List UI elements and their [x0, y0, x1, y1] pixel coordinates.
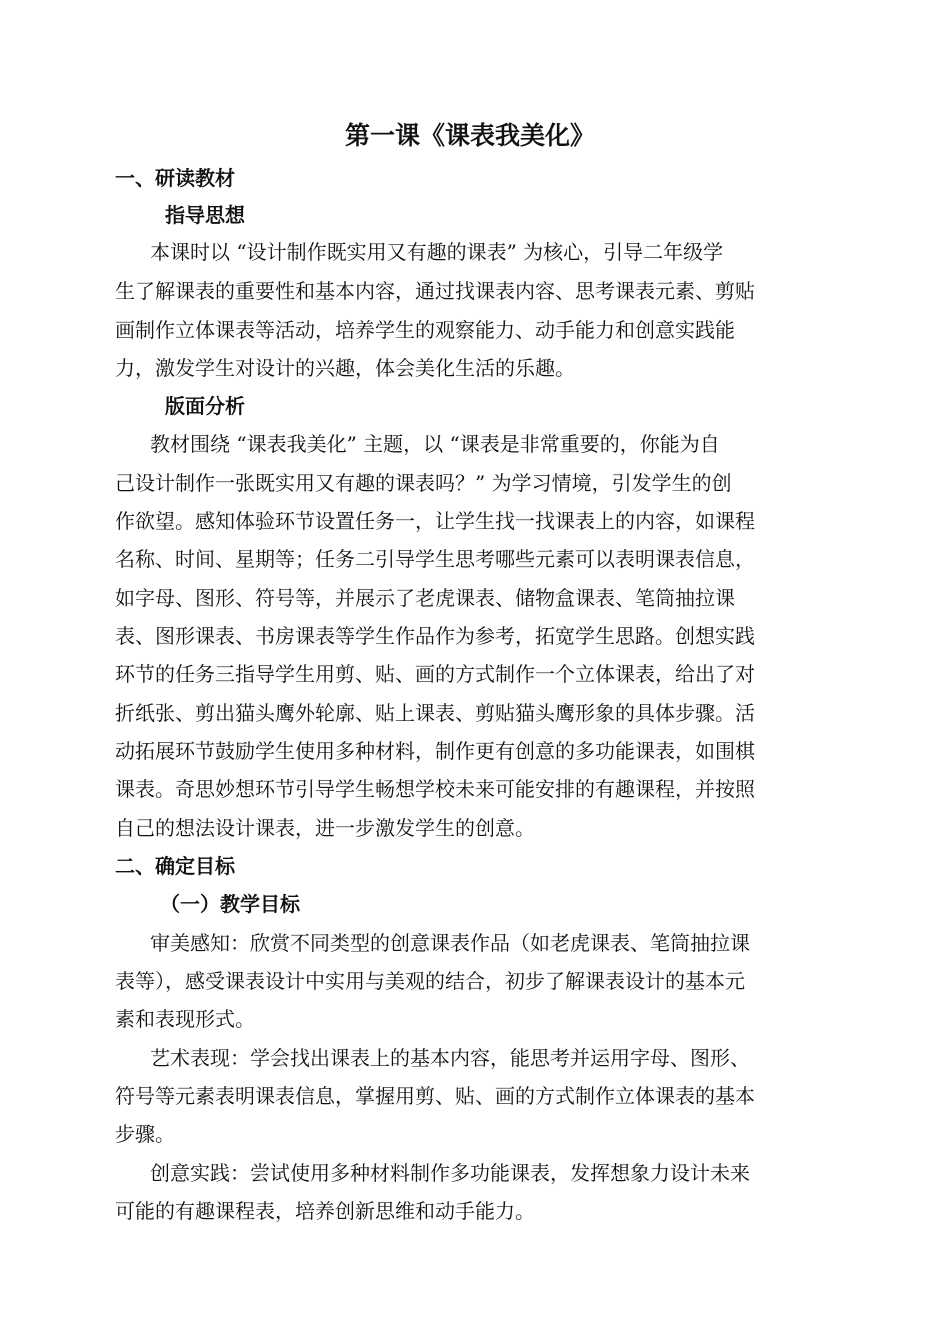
- layout-analysis-line-2: 己设计制作一张既实用又有趣的课表吗？” 为学习情境，引发学生的创: [115, 471, 732, 495]
- layout-analysis-line-6: 表、图形课表、书房课表等学生作品作为参考，拓宽学生思路。创想实践: [115, 624, 755, 648]
- subheading-teaching-goals: （一）教学目标: [160, 892, 300, 916]
- goal-aesthetic-line-3: 素和表现形式。: [115, 1007, 255, 1031]
- goal-practice-line-2: 可能的有趣课程表，培养创新思维和动手能力。: [115, 1199, 535, 1223]
- goal-practice-line-1: 创意实践：尝试使用多种材料制作多功能课表，发挥想象力设计未来: [150, 1161, 750, 1185]
- subheading-layout-analysis: 版面分析: [165, 394, 245, 418]
- layout-analysis-line-4: 名称、时间、星期等；任务二引导学生思考哪些元素可以表明课表信息，: [115, 547, 755, 571]
- layout-analysis-line-9: 动拓展环节鼓励学生使用多种材料，制作更有创意的多功能课表，如围棋: [115, 739, 755, 763]
- guiding-idea-line-1: 本课时以 “设计制作既实用又有趣的课表” 为核心，引导二年级学: [150, 240, 724, 264]
- subheading-guiding-idea: 指导思想: [165, 203, 245, 227]
- goal-expression-line-3: 步骤。: [115, 1122, 175, 1146]
- goal-aesthetic-line-1: 审美感知：欣赏不同类型的创意课表作品（如老虎课表、笔筒抽拉课: [150, 931, 750, 955]
- layout-analysis-line-11: 自己的想法设计课表，进一步激发学生的创意。: [115, 816, 535, 840]
- document-title: 第一课《课表我美化》: [344, 121, 595, 150]
- layout-analysis-line-3: 作欲望。感知体验环节设置任务一，让学生找一找课表上的内容，如课程: [115, 509, 755, 533]
- goal-expression-line-2: 符号等元素表明课表信息，掌握用剪、贴、画的方式制作立体课表的基本: [115, 1084, 755, 1108]
- guiding-idea-line-4: 力，激发学生对设计的兴趣，体会美化生活的乐趣。: [115, 356, 575, 380]
- guiding-idea-line-2: 生了解课表的重要性和基本内容，通过找课表内容、思考课表元素、剪贴: [115, 279, 755, 303]
- layout-analysis-line-7: 环节的任务三指导学生用剪、贴、画的方式制作一个立体课表，给出了对: [115, 662, 755, 686]
- guiding-idea-line-3: 画制作立体课表等活动，培养学生的观察能力、动手能力和创意实践能: [115, 318, 735, 342]
- layout-analysis-line-8: 折纸张、剪出猫头鹰外轮廓、贴上课表、剪贴猫头鹰形象的具体步骤。活: [115, 701, 755, 725]
- goal-expression-line-1: 艺术表现：学会找出课表上的基本内容，能思考并运用字母、图形、: [150, 1046, 750, 1070]
- goal-aesthetic-line-2: 表等），感受课表设计中实用与美观的结合，初步了解课表设计的基本元: [115, 969, 745, 993]
- section-heading-set-goals: 二、确定目标: [115, 854, 235, 878]
- section-heading-study-textbook: 一、研读教材: [115, 166, 235, 190]
- layout-analysis-line-5: 如字母、图形、符号等，并展示了老虎课表、储物盒课表、笔筒抽拉课: [115, 586, 735, 610]
- layout-analysis-line-1: 教材围绕 “课表我美化” 主题，以 “课表是非常重要的，你能为自: [150, 432, 720, 456]
- layout-analysis-line-10: 课表。奇思妙想环节引导学生畅想学校未来可能安排的有趣课程，并按照: [115, 777, 755, 801]
